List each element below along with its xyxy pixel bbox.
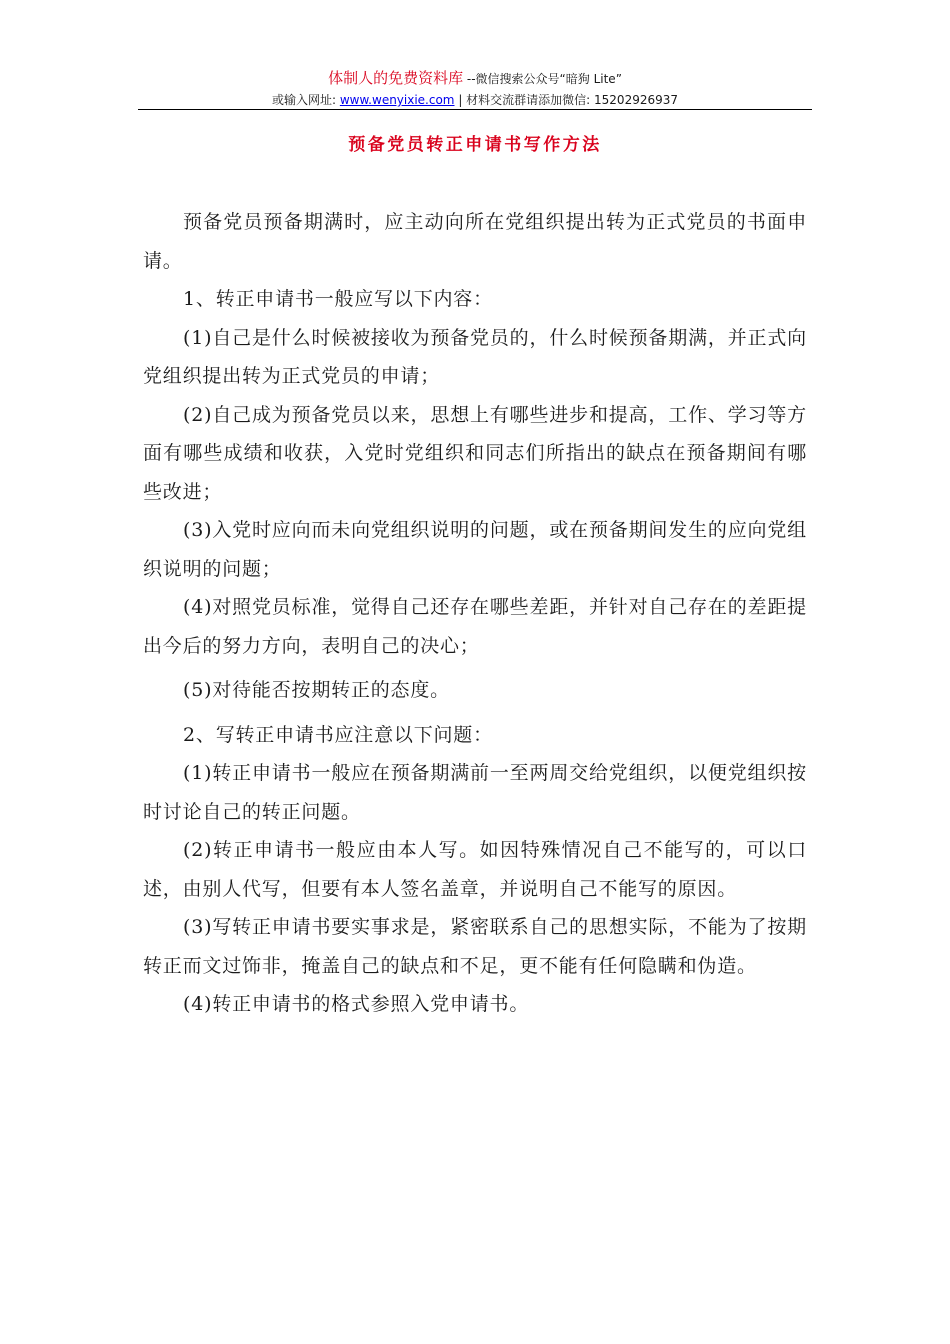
body-paragraph: (5)对待能否按期转正的态度。 [183,679,450,701]
header-brand: 体制人的免费资料库 [328,69,464,87]
body-paragraph: (2)自己成为预备党员以来，思想上有哪些进步和提高，工作、学习等方面有哪些成绩和收获，入党时党组织和同志们所指出的缺点在预备期间有哪些改进； [143,403,807,503]
body-paragraph: (4)对照党员标准，觉得自己还存在哪些差距，并针对自己存在的差距提出今后的努力方向，表明自己的决心； [143,596,807,657]
body-paragraph: (1)转正申请书一般应在预备期满前一至两周交给党组织，以便党组织按时讨论自己的转正问题。 [143,762,807,823]
body-paragraph: (4)转正申请书的格式参照入党申请书。 [183,993,530,1015]
body-paragraph: (2)转正申请书一般应由本人写。如因特殊情况自己不能写的，可以口述，由别人代写，但要有本人签名盖章，并说明自己不能写的原因。 [143,839,807,900]
document-title: 预备党员转正申请书写作方法 [348,135,602,155]
body-paragraph: 2、写转正申请书应注意以下问题： [183,723,493,746]
body-paragraph: 预备党员预备期满时，应主动向所在党组织提出转为正式党员的书面申请。 [143,211,807,272]
body-paragraph: (3)写转正申请书要实事求是，紧密联系自己的思想实际，不能为了按期转正而文过饰非，掩盖自己的缺点和不足，更不能有任何隐瞒和伪造。 [143,916,807,977]
body-paragraph: 1、转正申请书一般应写以下内容： [183,288,493,310]
header-line-1 [138,68,812,89]
header-line-2 [138,91,812,109]
document-body [143,203,807,1024]
body-paragraph: (1)自己是什么时候被接收为预备党员的，什么时候预备期满，并正式向党组织提出转为正式党员的申请； [143,326,807,387]
header-divider [138,109,812,110]
header-slogan: --微信搜索公众号“暗狗 Lite” [463,72,622,86]
header-url-prefix: 或输入网址: [271,93,340,107]
header-contact: | 材料交流群请添加微信: 15202926937 [454,93,679,107]
header-website-link[interactable]: www.wenyixie.com [339,93,455,107]
body-paragraph: (3)入党时应向而未向党组织说明的问题，或在预备期间发生的应向党组织说明的问题； [143,519,807,580]
page-header [138,68,812,109]
